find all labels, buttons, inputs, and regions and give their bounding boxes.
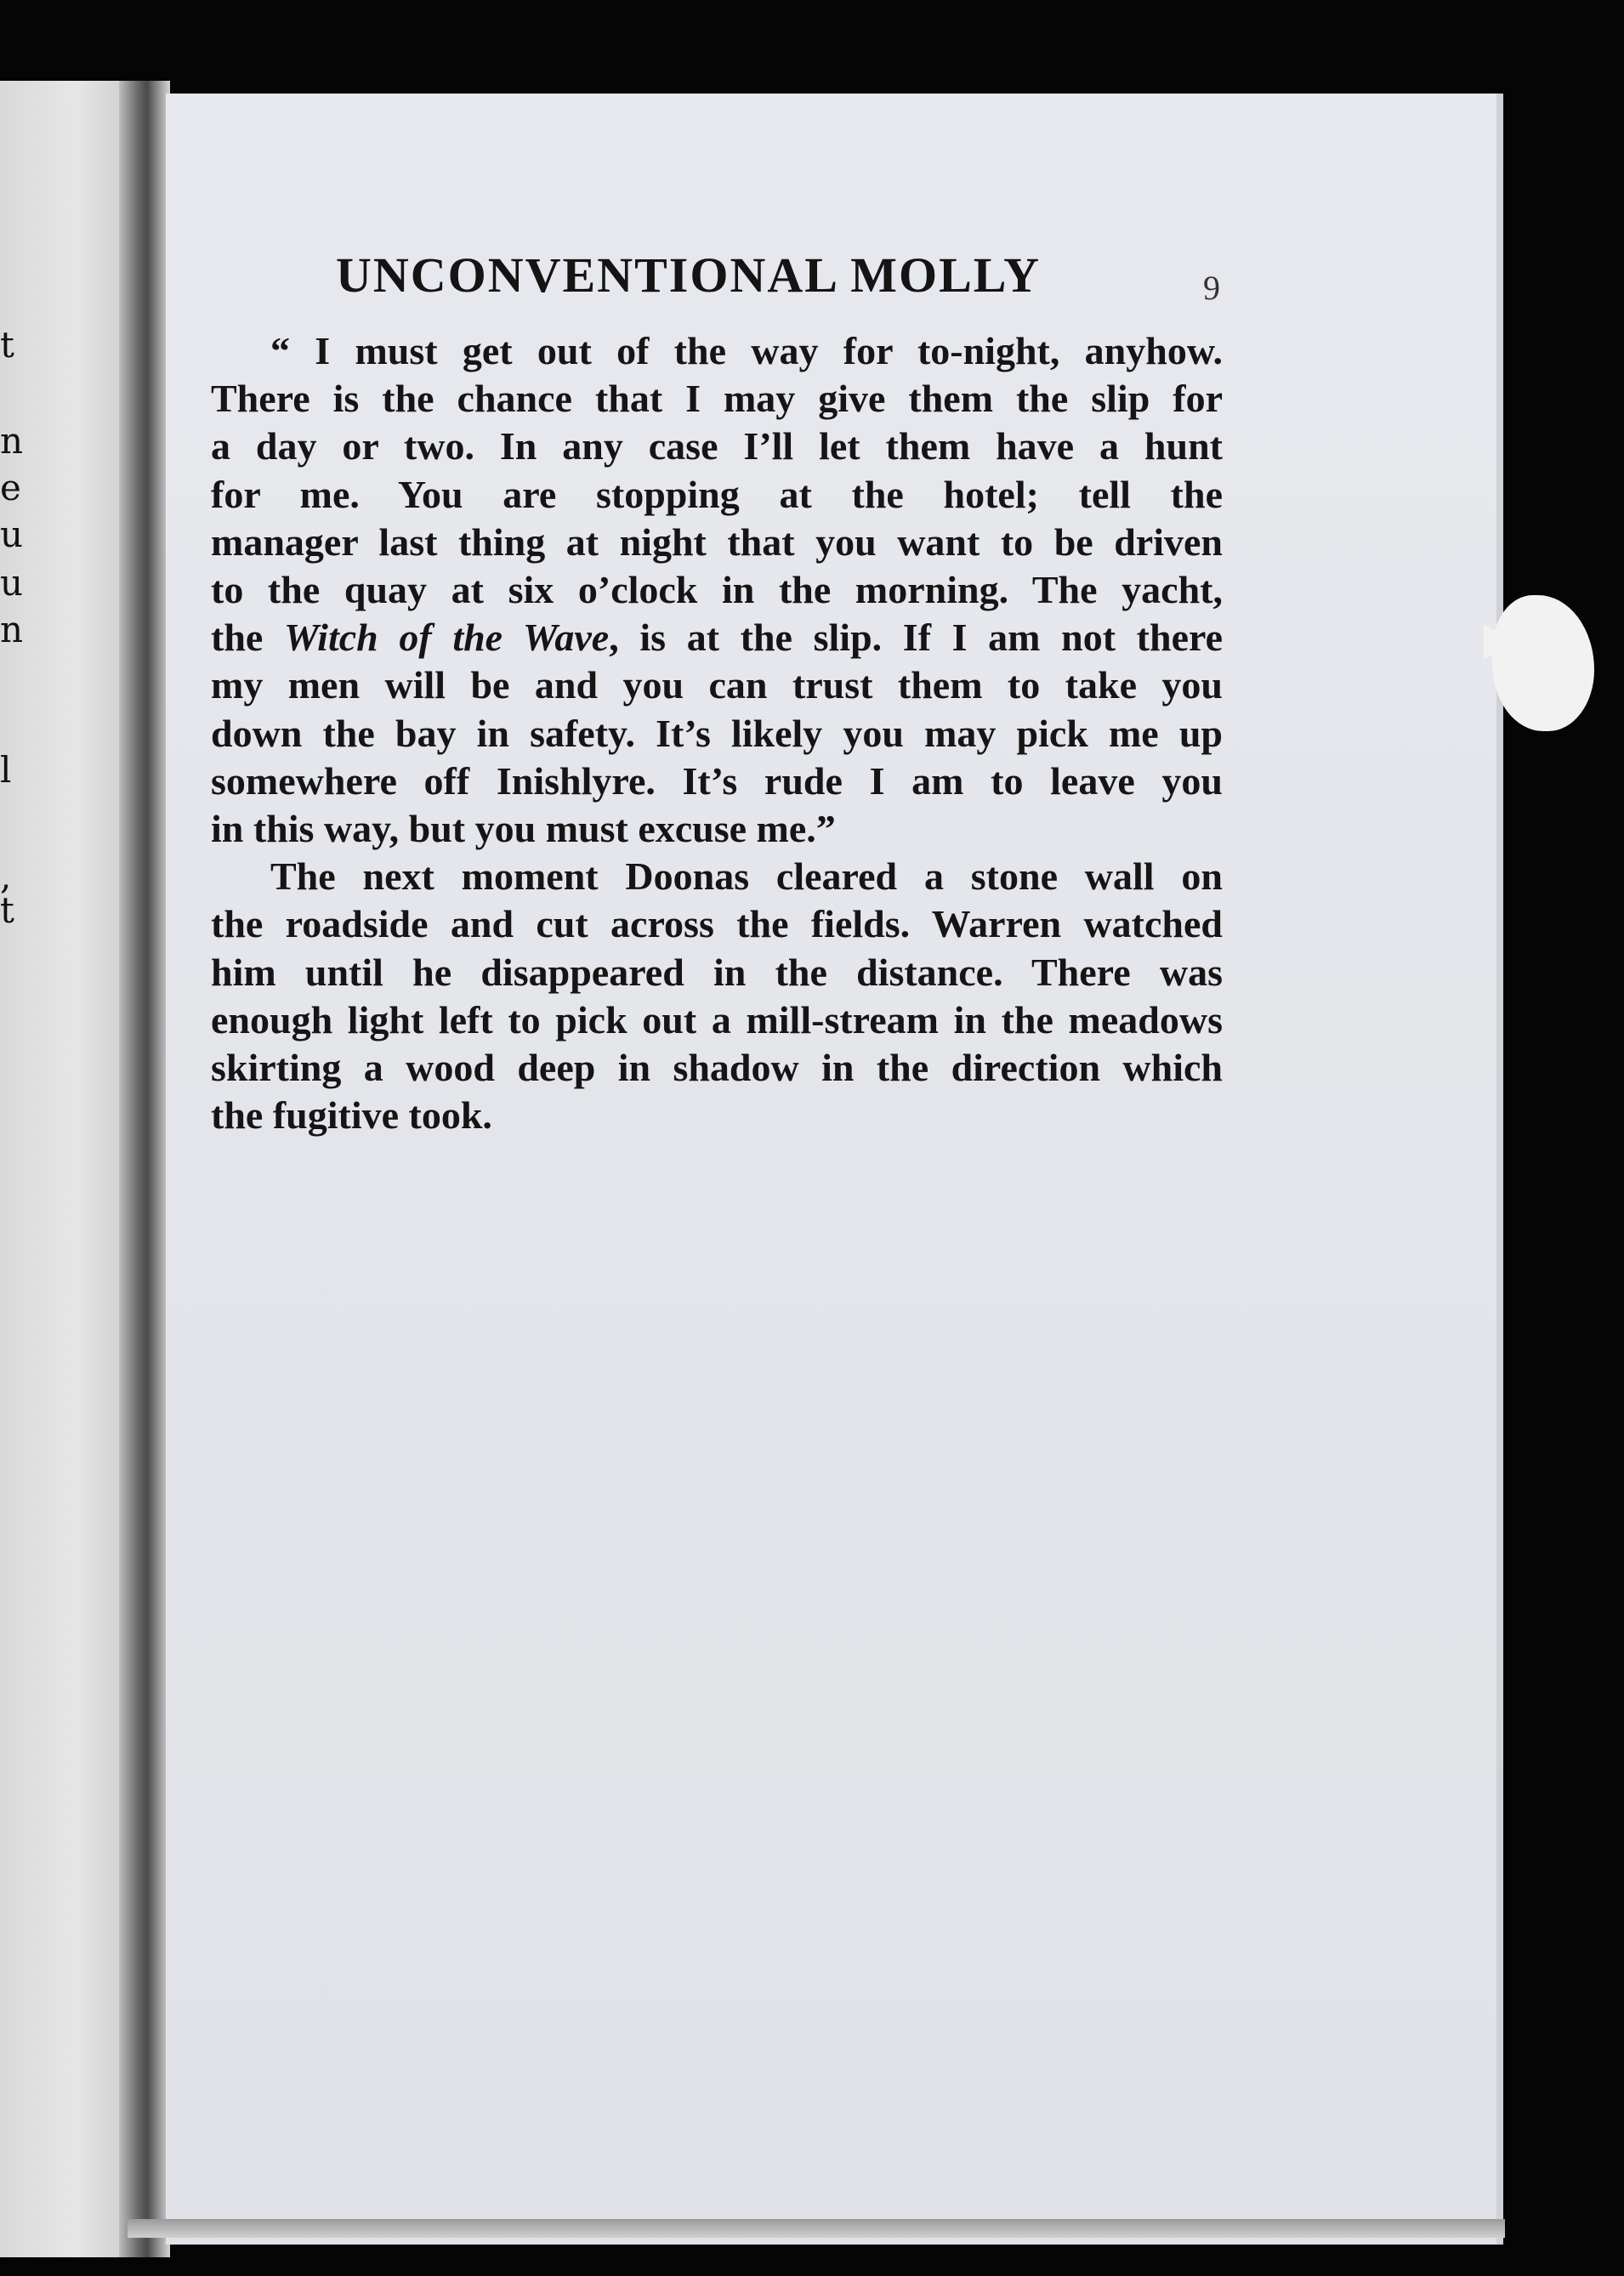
text-line: manager last thing at night that you want to be driven bbox=[211, 519, 1223, 564]
text-segment: , is at the slip. If I am not there bbox=[609, 616, 1224, 660]
text-line: my men will be and you can trust them to take you bbox=[211, 663, 1223, 707]
left-fragment: t bbox=[0, 324, 14, 366]
text-line: down the bay in safety. It’s likely you may pick me up bbox=[211, 711, 1223, 755]
text-line: “ I must get out of the way for to-night, anyhow. bbox=[270, 329, 1223, 372]
left-fragment: n bbox=[0, 420, 24, 462]
left-fragment: e bbox=[0, 467, 21, 508]
paragraph bbox=[211, 853, 1223, 1139]
text-line: the roadside and cut across the fields. Warren watched bbox=[211, 902, 1223, 946]
torn-paper-fragment bbox=[1492, 595, 1594, 731]
text-segment: the bbox=[211, 616, 284, 660]
text-line: somewhere off Inishlyre. It’s rude I am to leave you bbox=[211, 758, 1223, 803]
text-line: There is the chance that I may give them the slip for bbox=[211, 377, 1223, 421]
left-facing-page bbox=[0, 81, 128, 2257]
left-fragment: n bbox=[0, 609, 24, 650]
left-fragment: u bbox=[0, 514, 24, 555]
left-fragment: u bbox=[0, 562, 24, 604]
body-text bbox=[211, 327, 1223, 1139]
page-bottom-edge bbox=[128, 2219, 1505, 2238]
text-line: in this way, but you must excuse me.” bbox=[211, 807, 836, 851]
book-gutter-shadow bbox=[119, 81, 170, 2257]
left-fragment: t bbox=[0, 889, 14, 931]
text-line bbox=[211, 614, 1223, 661]
left-fragment: l bbox=[0, 749, 12, 791]
text-line: him until he disappeared in the distance. There was bbox=[211, 950, 1223, 994]
text-line: a day or two. In any case I’ll let them have a hunt bbox=[211, 424, 1223, 468]
paragraph bbox=[211, 327, 1223, 853]
text-line: to the quay at six o’clock in the morning. The yacht, bbox=[211, 568, 1223, 612]
ship-name: Witch of the Wave bbox=[283, 616, 610, 660]
text-line: the fugitive took. bbox=[211, 1093, 492, 1138]
text-line: skirting a wood deep in shadow in the direction which bbox=[211, 1046, 1223, 1090]
text-line: enough light left to pick out a mill-stream in the meadows bbox=[211, 997, 1223, 1042]
left-fragment: , bbox=[0, 855, 12, 897]
page-number: 9 bbox=[1203, 269, 1220, 307]
running-head: UNCONVENTIONAL MOLLY bbox=[336, 247, 1042, 303]
text-line: The next moment Doonas cleared a stone wall on bbox=[270, 854, 1223, 899]
text-line: for me. You are stopping at the hotel; tell the bbox=[211, 472, 1223, 516]
